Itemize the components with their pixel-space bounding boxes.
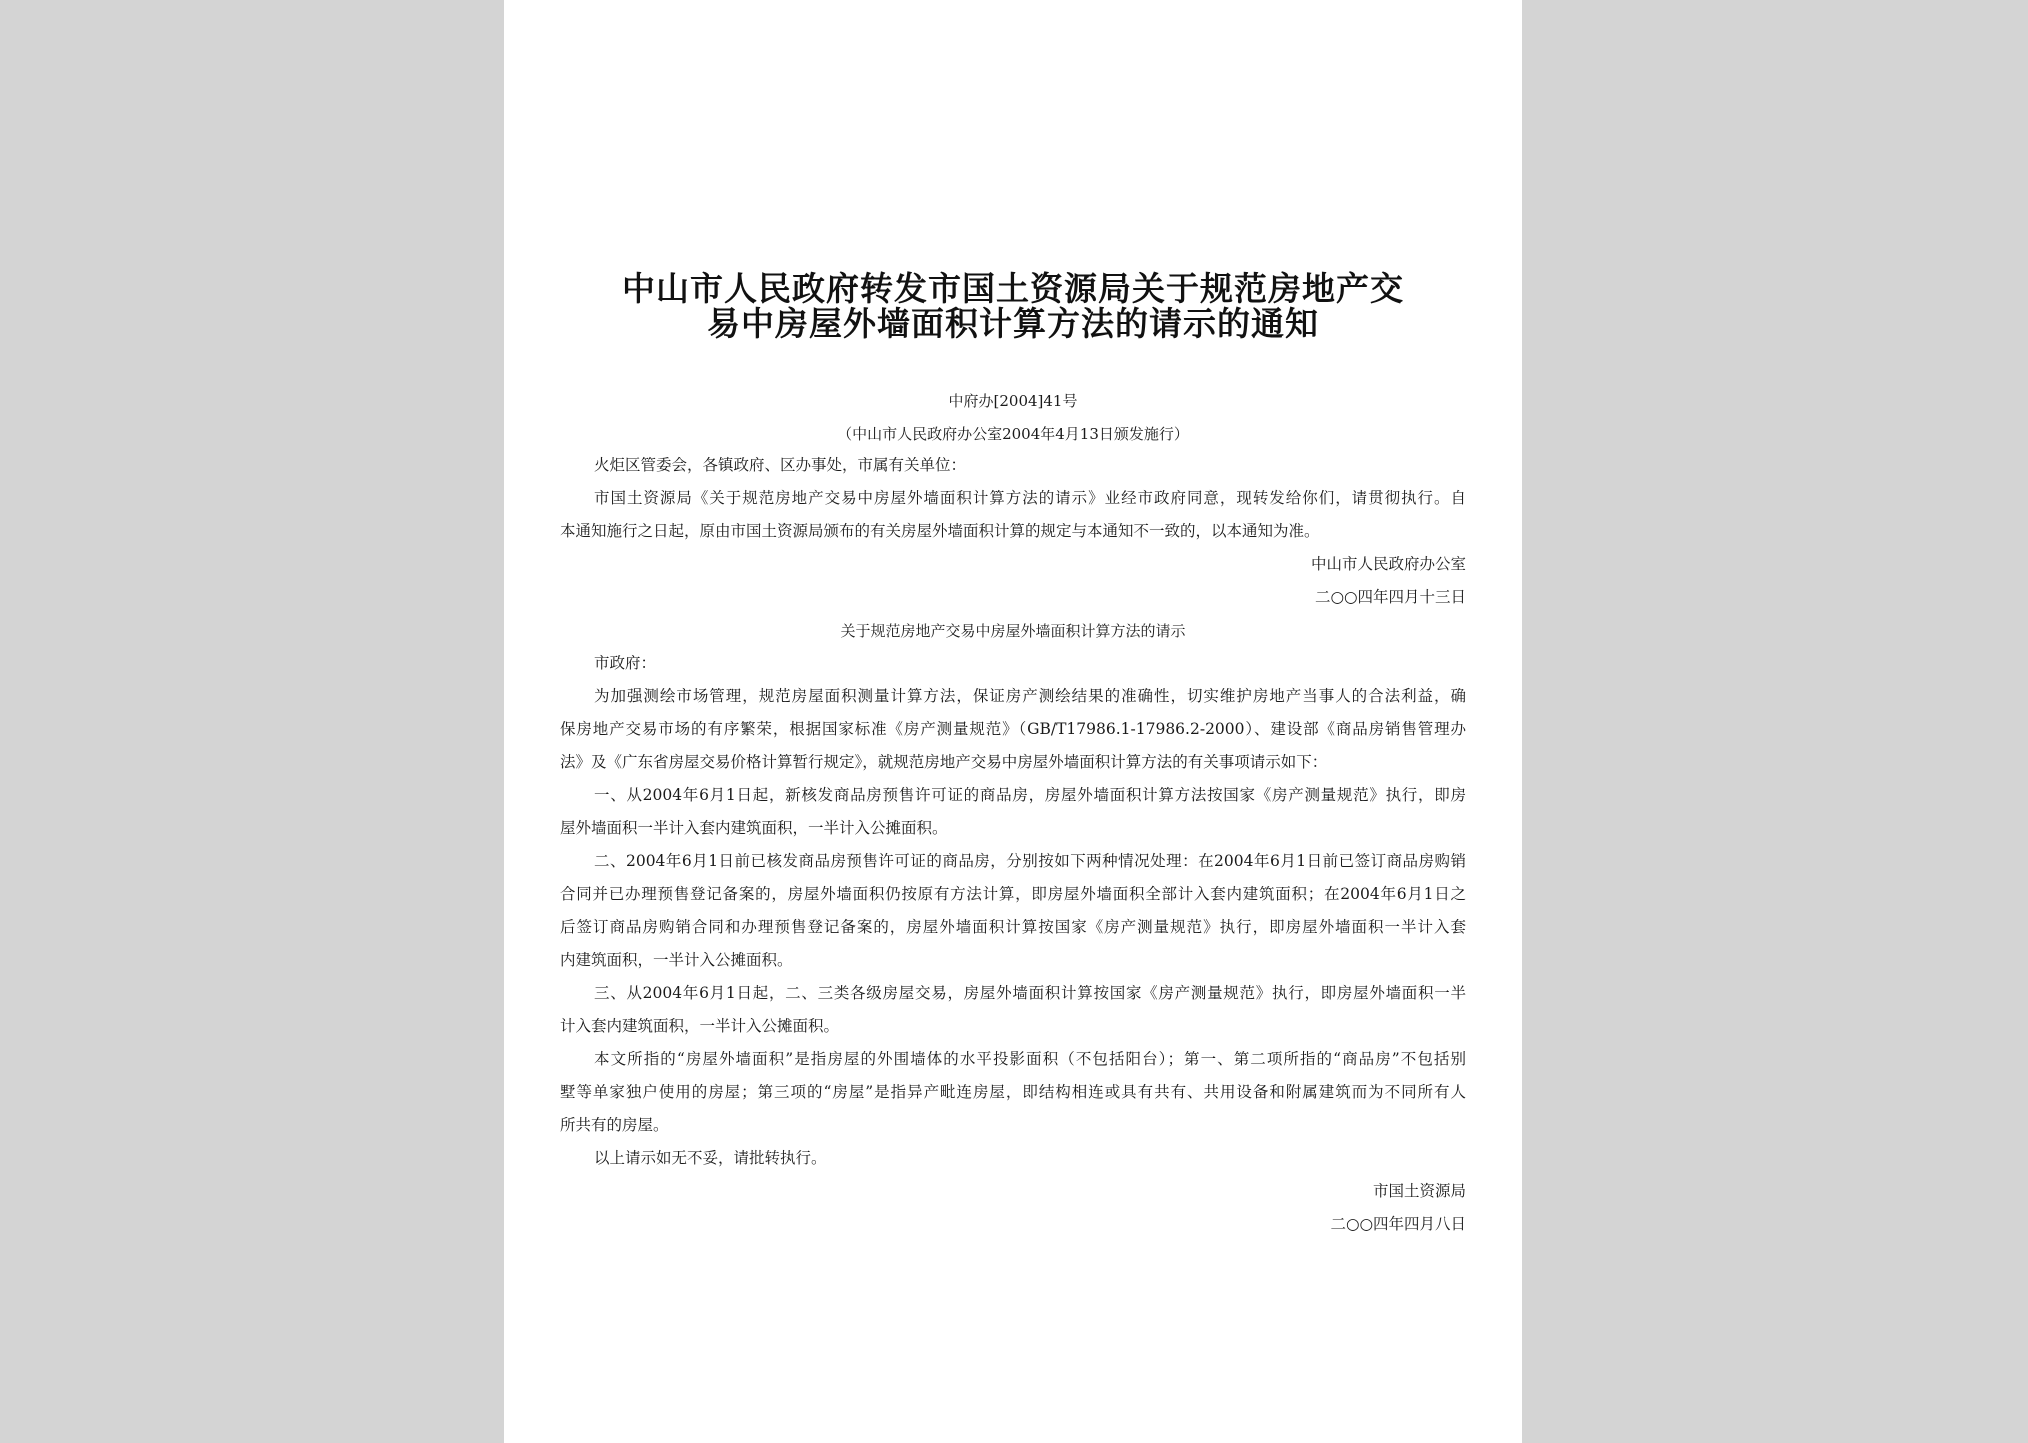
document-page bbox=[504, 0, 1522, 1443]
signing-date-1: 二○○四年四月十三日 bbox=[1314, 588, 1466, 606]
salutation: 火炬区管委会，各镇政府、区办事处，市属有关单位： bbox=[594, 456, 967, 474]
request-p3-line4: 内建筑面积，一半计入公摊面积。 bbox=[560, 951, 793, 969]
document-number: 中府办[2004]41号 bbox=[948, 392, 1078, 410]
request-p6-line1: 以上请示如无不妥，请批转执行。 bbox=[594, 1149, 827, 1167]
signing-date-2: 二○○四年四月八日 bbox=[1330, 1215, 1466, 1233]
body-paragraph-1-line-1: 市国土资源局《关于规范房地产交易中房屋外墙面积计算方法的请示》业经市政府同意，现转发给你们，请贯彻执行。自 bbox=[594, 489, 1466, 507]
request-p4-line2: 计入套内建筑面积，一半计入公摊面积。 bbox=[560, 1017, 840, 1035]
request-p5-line3: 所共有的房屋。 bbox=[560, 1116, 669, 1134]
request-p3-line1: 二、2004年6月1日前已核发商品房预售许可证的商品房，分别按如下两种情况处理：在2004年6月1日前已签订商品房购销 bbox=[594, 852, 1466, 870]
request-p5-line2: 墅等单家独户使用的房屋；第三项的“房屋”是指异产毗连房屋，即结构相连或具有共有、共用设备和附属建筑而为不同所有人 bbox=[560, 1083, 1466, 1101]
request-p3-line2: 合同并已办理预售登记备案的，房屋外墙面积仍按原有方法计算，即房屋外墙面积全部计入套内建筑面积；在2004年6月1日之 bbox=[560, 885, 1466, 903]
request-p1-line3: 法》及《广东省房屋交易价格计算暂行规定》，就规范房地产交易中房屋外墙面积计算方法的有关事项请示如下： bbox=[560, 753, 1328, 771]
signer-office: 中山市人民政府办公室 bbox=[1310, 555, 1466, 573]
signer-bureau: 市国土资源局 bbox=[1372, 1182, 1466, 1200]
body-paragraph-1-line-2: 本通知施行之日起，原由市国土资源局颁布的有关房屋外墙面积计算的规定与本通知不一致的，以本通知为准。 bbox=[560, 522, 1320, 540]
request-p2-line2: 屋外墙面积一半计入套内建筑面积，一半计入公摊面积。 bbox=[560, 819, 948, 837]
request-p3-line3: 后签订商品房购销合同和办理预售登记备案的，房屋外墙面积计算按国家《房产测量规范》执行，即房屋外墙面积一半计入套 bbox=[560, 918, 1466, 936]
request-salutation: 市政府： bbox=[594, 654, 657, 672]
request-p4-line1: 三、从2004年6月1日起，二、三类各级房屋交易，房屋外墙面积计算按国家《房产测量规范》执行，即房屋外墙面积一半 bbox=[594, 984, 1466, 1002]
request-p1-line2: 保房地产交易市场的有序繁荣，根据国家标准《房产测量规范》（GB/T17986.1-17986.2-2000）、建设部《商品房销售管理办 bbox=[560, 720, 1466, 738]
document-title-line2: 易中房屋外墙面积计算方法的请示的通知 bbox=[707, 304, 1319, 343]
request-p2-line1: 一、从2004年6月1日起，新核发商品房预售许可证的商品房，房屋外墙面积计算方法按国家《房产测量规范》执行，即房 bbox=[594, 786, 1466, 804]
request-p1-line1: 为加强测绘市场管理，规范房屋面积测量计算方法，保证房产测绘结果的准确性，切实维护房地产当事人的合法利益，确 bbox=[594, 687, 1466, 705]
document-title-line1: 中山市人民政府转发市国土资源局关于规范房地产交 bbox=[622, 269, 1404, 308]
request-p5-line1: 本文所指的“房屋外墙面积”是指房屋的外围墙体的水平投影面积（不包括阳台）；第一、第二项所指的“商品房”不包括别 bbox=[594, 1050, 1466, 1068]
issued-note: （中山市人民政府办公室2004年4月13日颁发施行） bbox=[837, 425, 1189, 443]
request-title: 关于规范房地产交易中房屋外墙面积计算方法的请示 bbox=[840, 622, 1186, 640]
